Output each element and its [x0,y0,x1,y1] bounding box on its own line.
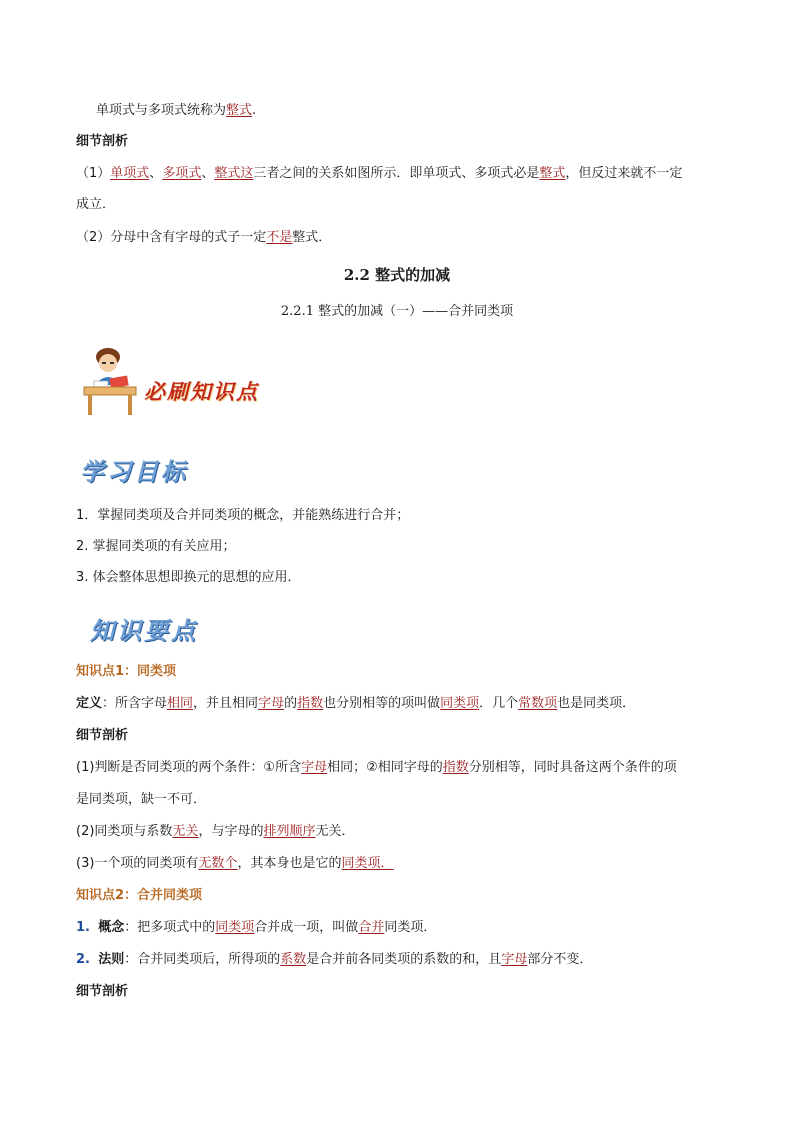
key-term: 整式这 [214,166,254,181]
section-subtitle: 2.2.1 整式的加减（一）——合并同类项 [280,304,514,319]
kp1-definition [76,694,635,714]
text: . [252,103,257,118]
text: 、 [201,166,215,181]
text: 整式． [292,230,332,245]
key-term: 整式 [539,166,566,181]
kp2-title: 知识点2：合并同类项 [76,888,203,903]
key-term: 整式 [226,103,253,118]
rule-label: 法则 [98,952,125,967]
key-term: 字母 [258,696,285,711]
text: 同类项． [384,920,437,935]
intro-point-1 [76,164,682,184]
text: ：把多项式中的 [124,920,216,935]
kp1-detail-1 [76,758,677,778]
text: 也分别相等的项叫做 [323,696,441,711]
key-term: 指数 [297,696,324,711]
text: （2）分母中含有字母的式子一定 [76,230,267,245]
text: 部分不变． [527,952,593,967]
concept-label: 概念 [98,920,125,935]
goal-item-1: 1．掌握同类项及合并同类项的概念，并能熟练进行合并； [76,508,410,523]
text: 、 [149,166,163,181]
key-term: 合并 [358,920,385,935]
text: 单项式与多项式统称为 [96,103,227,118]
text: ，并且相同 [193,696,259,711]
text: (1)判断是否同类项的两个条件：①所含 [76,760,302,775]
text: (3)一个项的同类项有 [76,856,199,871]
intro-point-1-cont: 成立． [76,197,116,212]
kp1-detail-heading: 细节剖析 [76,728,129,743]
text: 相同；②相同字母的 [327,760,443,775]
text: ，但反过来就不一定 [565,166,683,181]
key-term: 排列顺序 [263,824,316,839]
text: 合并成一项，叫做 [254,920,359,935]
key-term: 相同 [167,696,194,711]
text: 也是同类项． [557,696,636,711]
key-term: 同类项 [440,696,480,711]
detail-heading: 细节剖析 [76,134,129,149]
text: ，其本身也是它的 [237,856,342,871]
key-term: 同类项 [215,920,255,935]
text: ：所含字母 [102,696,168,711]
text: ．几个 [479,696,519,711]
key-term: 无关 [172,824,199,839]
section-title: 2.2 整式的加减 [343,266,451,284]
goal-item-2: 2. 掌握同类项的有关应用； [76,539,236,554]
key-term: 指数 [442,760,469,775]
key-term: 单项式 [110,166,150,181]
kp2-rule [76,950,592,970]
zhishi-badge: 知识要点 [90,616,198,645]
key-term: 系数 [280,952,307,967]
key-term: 常数项 [518,696,558,711]
text: ，与字母的 [198,824,264,839]
key-term: 不是 [266,230,293,245]
text: (2)同类项与系数 [76,824,173,839]
kp1-detail-2 [76,822,354,842]
text: 是合并前各同类项的系数的和，且 [306,952,502,967]
list-number: 2. [76,952,90,967]
text: 无关． [315,824,355,839]
text: ：合并同类项后，所得项的 [124,952,281,967]
intro-point-2 [76,228,331,248]
kp2-concept [76,918,436,938]
bishua-badge [80,343,280,418]
key-term: 字母 [301,760,328,775]
goal-item-3: 3. 体会整体思想即换元的思想的应用． [76,570,301,585]
definition-label: 定义 [76,696,103,711]
intro-line-1 [96,101,256,121]
kp1-title: 知识点1：同类项 [76,664,177,679]
key-term: 字母 [501,952,528,967]
kp1-detail-3 [76,854,393,874]
key-term: 同类项． [341,856,394,871]
text: 的 [284,696,298,711]
text: 三者之间的关系如图所示．即单项式、多项式必是 [253,166,540,181]
kp1-detail-1-cont: 是同类项，缺一不可． [76,792,207,807]
bishua-badge-label: 必刷知识点 [144,379,259,404]
key-term: 无数个 [198,856,238,871]
text: 分别相等，同时具备这两个条件的项 [468,760,677,775]
key-term: 多项式 [162,166,202,181]
list-number: 1. [76,920,90,935]
xuexi-badge: 学习目标 [80,457,188,486]
text: （1） [76,166,111,181]
kp2-detail-heading: 细节剖析 [76,984,129,999]
